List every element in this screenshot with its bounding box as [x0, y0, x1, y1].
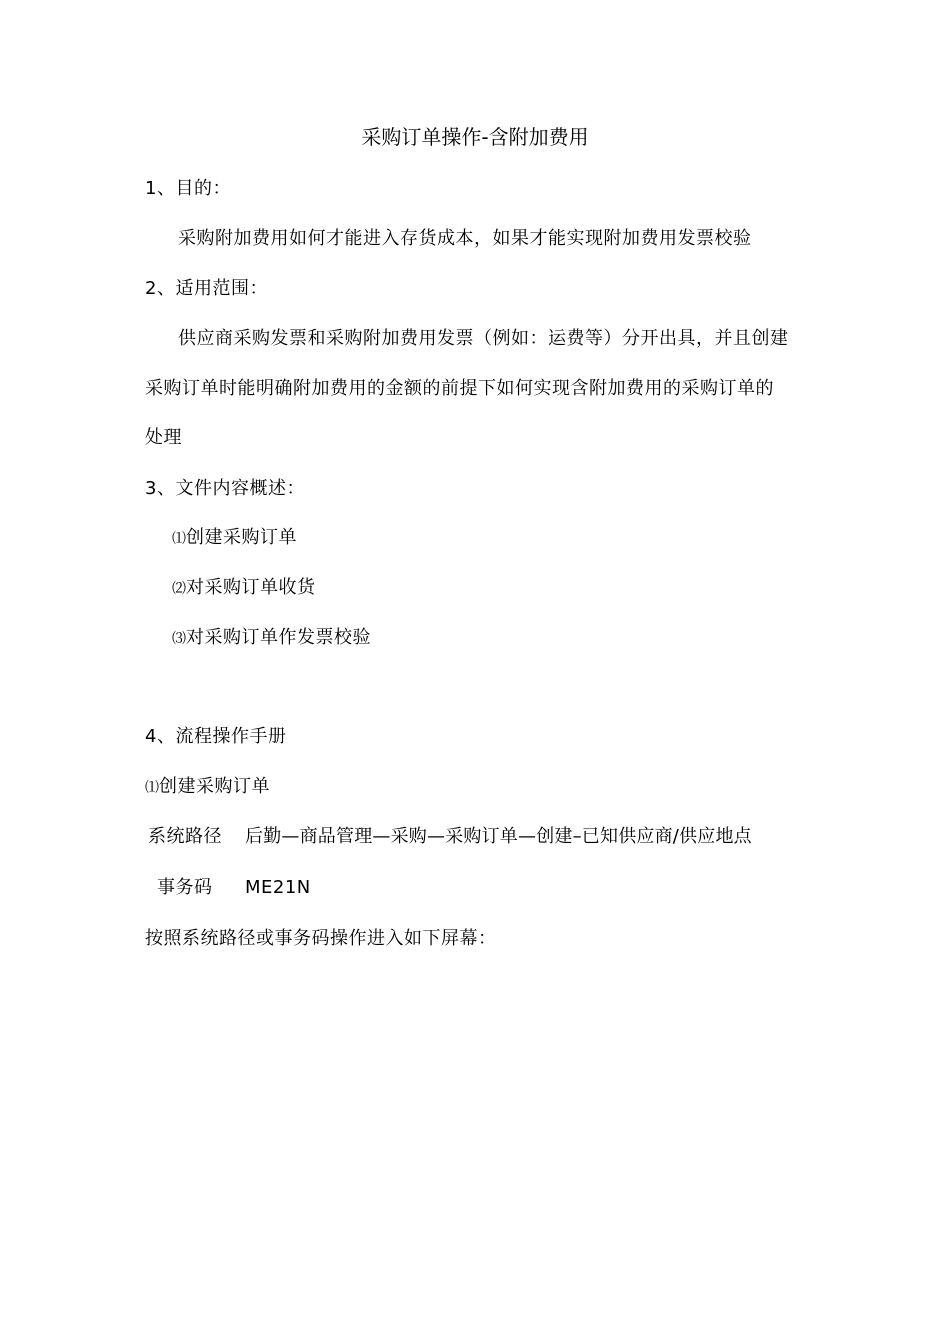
section3-item [172, 626, 371, 651]
section2-body-line3: 处理 [145, 427, 182, 448]
section1-body: 采购附加费用如何才能进入存货成本，如果才能实现附加费用发票校验 [178, 228, 752, 249]
section3-item-number: ⑴ [172, 531, 186, 547]
section4-step [145, 775, 270, 800]
section4-heading: 4、流程操作手册 [145, 726, 287, 747]
section3-item-number: ⑶ [172, 631, 186, 647]
system-path-value: 后勤—商品管理—采购—采购订单—创建–已知供应商/供应地点 [245, 826, 752, 847]
section4-step-number: ⑴ [145, 780, 159, 796]
section3-item-number: ⑵ [172, 581, 186, 597]
tcode-value: ME21N [245, 877, 311, 898]
tcode-label: 事务码 [157, 877, 213, 898]
document-title: 采购订单操作-含附加费用 [361, 125, 589, 149]
instruction-text: 按照系统路径或事务码操作进入如下屏幕： [145, 928, 497, 949]
section3-item-text: 对采购订单收货 [186, 577, 316, 598]
system-path-label: 系统路径 [148, 826, 222, 847]
section3-item-text: 对采购订单作发票校验 [186, 627, 371, 648]
section4-step-text: 创建采购订单 [159, 776, 270, 797]
section3-item-text: 创建采购订单 [186, 527, 297, 548]
section3-heading: 3、文件内容概述： [145, 478, 305, 499]
section3-item [172, 576, 316, 601]
section2-heading: 2、适用范围： [145, 278, 268, 299]
section3-item [172, 526, 297, 551]
section2-body-line2: 采购订单时能明确附加费用的金额的前提下如何实现含附加费用的采购订单的 [145, 378, 774, 399]
section1-heading: 1、目的： [145, 178, 231, 199]
section2-body-line1: 供应商采购发票和采购附加费用发票（例如：运费等）分开出具，并且创建 [178, 328, 789, 349]
